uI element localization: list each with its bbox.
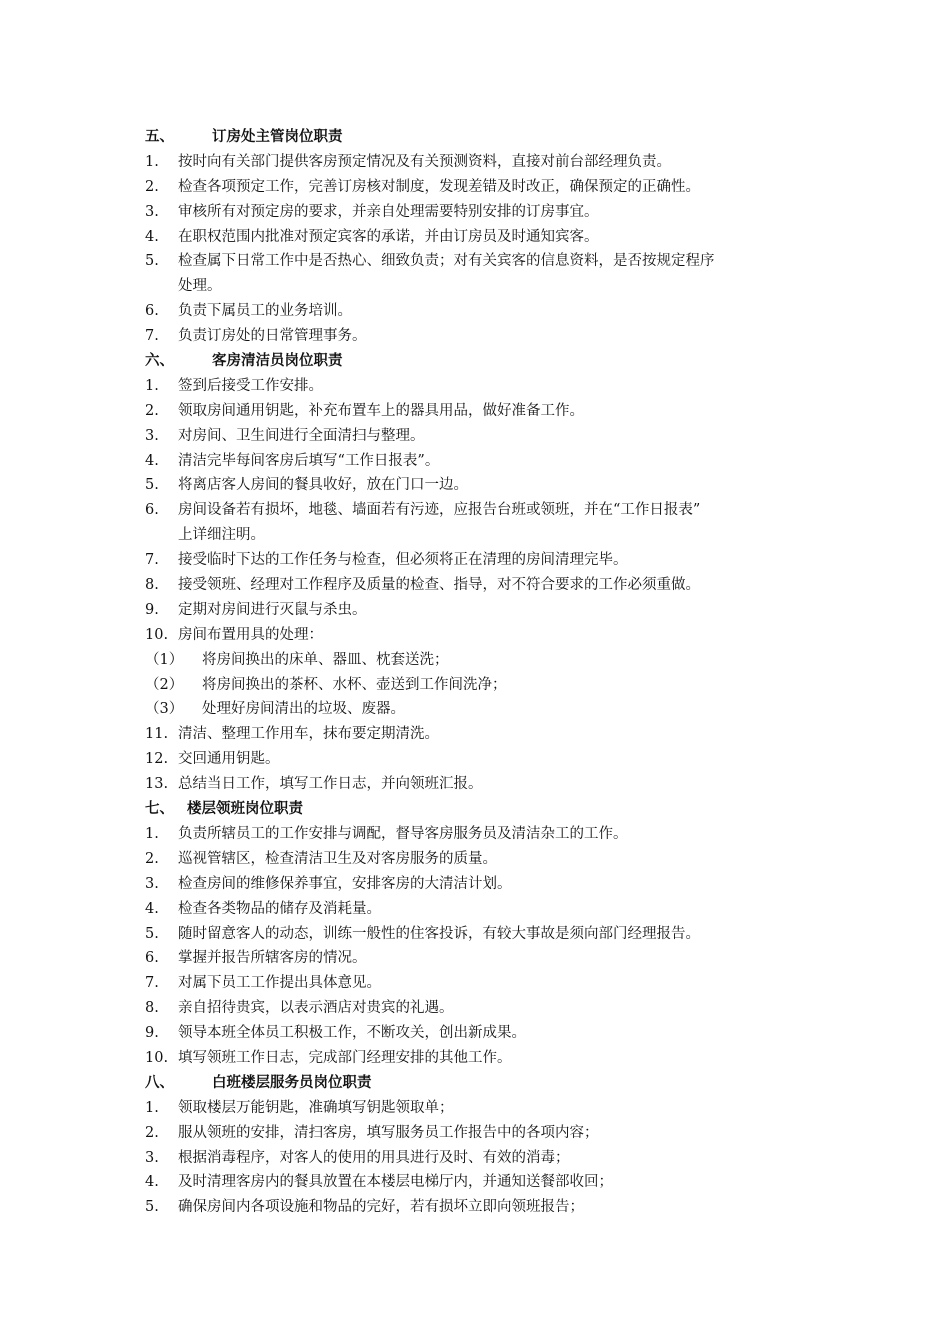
- item-number: 4.: [145, 900, 159, 917]
- item-number: 3.: [145, 203, 159, 220]
- item-continuation: 处理。: [178, 278, 222, 295]
- list-item: [145, 225, 825, 250]
- item-text: 接受临时下达的工作任务与检查，但必须将正在清理的房间清理完毕。: [178, 552, 628, 569]
- list-item: [145, 1146, 825, 1171]
- item-text: 签到后接受工作安排。: [178, 377, 323, 394]
- item-text: 领取房间通用钥匙，补充布置车上的器具用品，做好准备工作。: [178, 402, 584, 419]
- item-text: 房间布置用具的处理：: [178, 626, 323, 643]
- item-number: 5.: [145, 477, 159, 494]
- item-number: 3.: [145, 1149, 159, 1166]
- item-number: 2.: [145, 178, 159, 195]
- item-text: 领取楼层万能钥匙，准确填写钥匙领取单；: [178, 1099, 454, 1116]
- section-number: 五、: [145, 128, 174, 145]
- list-item: [145, 1121, 825, 1146]
- section-number: 七、: [145, 800, 174, 818]
- sub-list-item: [145, 673, 825, 698]
- item-text: 随时留意客人的动态，训练一般性的住客投诉，有较大事故是须向部门经理报告。: [178, 925, 700, 942]
- list-item: [145, 722, 825, 747]
- list-item: [145, 299, 825, 324]
- item-number: （1）: [145, 651, 184, 668]
- item-text: 清洁、整理工作用车，抹布要定期清洗。: [178, 726, 439, 743]
- item-number: 4.: [145, 452, 159, 469]
- list-item: [145, 424, 825, 449]
- sub-list-item: [145, 697, 825, 722]
- item-number: 9.: [145, 601, 159, 618]
- item-number: 6.: [145, 303, 159, 320]
- list-item: [145, 598, 825, 623]
- item-number: 10.: [145, 1049, 169, 1066]
- item-number: 10.: [145, 626, 169, 643]
- item-text: 根据消毒程序，对客人的使用的用具进行及时、有效的消毒；: [178, 1149, 570, 1166]
- list-item: [145, 175, 825, 200]
- sub-list-item: [145, 648, 825, 673]
- item-text: 负责订房处的日常管理事务。: [178, 328, 367, 345]
- list-item: [145, 473, 825, 498]
- list-item: [145, 946, 825, 971]
- item-text: 巡视管辖区，检查清洁卫生及对客房服务的质量。: [178, 850, 497, 867]
- list-item: [145, 449, 825, 474]
- item-text: 按时向有关部门提供客房预定情况及有关预测资料，直接对前台部经理负责。: [178, 153, 671, 170]
- item-text: 总结当日工作，填写工作日志，并向领班汇报。: [178, 776, 483, 793]
- item-text: 领导本班全体员工积极工作，不断攻关，创出新成果。: [178, 1025, 526, 1042]
- item-number: 1.: [145, 153, 159, 170]
- item-number: 13.: [145, 776, 169, 793]
- list-item: [145, 324, 825, 349]
- item-text: 交回通用钥匙。: [178, 751, 280, 768]
- list-item: [145, 150, 825, 175]
- list-item: [145, 1170, 825, 1195]
- item-number: 12.: [145, 751, 169, 768]
- list-item: [145, 1021, 825, 1046]
- list-item: [145, 996, 825, 1021]
- item-number: 2.: [145, 402, 159, 419]
- list-item: [145, 897, 825, 922]
- list-item: [145, 1096, 825, 1121]
- item-text: 掌握并报告所辖客房的情况。: [178, 950, 367, 967]
- item-number: 3.: [145, 875, 159, 892]
- item-number: 6.: [145, 950, 159, 967]
- list-item: [145, 573, 825, 598]
- item-text: 确保房间内各项设施和物品的完好，若有损坏立即向领班报告；: [178, 1199, 584, 1216]
- list-item: [145, 1195, 825, 1220]
- item-number: 6.: [145, 502, 159, 519]
- list-item: [145, 249, 825, 274]
- item-text: 负责下属员工的业务培训。: [178, 303, 352, 320]
- item-number: 3.: [145, 427, 159, 444]
- section-heading: [145, 349, 825, 374]
- section-title: 楼层领班岗位职责: [187, 800, 303, 818]
- item-number: 4.: [145, 228, 159, 245]
- item-text: 将房间换出的床单、器皿、枕套送洗；: [202, 651, 449, 668]
- section-title: 白班楼层服务员岗位职责: [212, 1073, 372, 1091]
- item-number: 1.: [145, 377, 159, 394]
- item-number: 1.: [145, 1099, 159, 1116]
- list-item: [145, 922, 825, 947]
- document-body: [145, 125, 825, 1220]
- item-number: 5.: [145, 253, 159, 270]
- item-text: 检查属下日常工作中是否热心、细致负责；对有关宾客的信息资料，是否按规定程序: [178, 253, 715, 270]
- item-text: 在职权范围内批准对预定宾客的承诺，并由订房员及时通知宾客。: [178, 228, 599, 245]
- item-number: （3）: [145, 701, 184, 718]
- section-title: 订房处主管岗位职责: [212, 128, 343, 145]
- item-text: 及时清理客房内的餐具放置在本楼层电梯厅内，并通知送餐部收回；: [178, 1174, 613, 1191]
- list-item: [145, 747, 825, 772]
- item-text: 亲自招待贵宾，以表示酒店对贵宾的礼遇。: [178, 1000, 454, 1017]
- item-text: 房间设备若有损坏，地毯、墙面若有污迹，应报告台班或领班，并在“工作日报表”: [178, 502, 701, 519]
- item-number: 2.: [145, 1124, 159, 1141]
- item-text: 负责所辖员工的工作安排与调配，督导客房服务员及清洁杂工的工作。: [178, 825, 628, 842]
- item-number: 7.: [145, 328, 159, 345]
- section-title: 客房清洁员岗位职责: [212, 352, 343, 370]
- item-number: 8.: [145, 577, 159, 594]
- list-item: [145, 623, 825, 648]
- list-item: [145, 772, 825, 797]
- list-item: [145, 498, 825, 523]
- item-number: 7.: [145, 975, 159, 992]
- item-number: 9.: [145, 1025, 159, 1042]
- item-text: 服从领班的安排，清扫客房，填写服务员工作报告中的各项内容；: [178, 1124, 599, 1141]
- list-item: [145, 200, 825, 225]
- item-text: 检查房间的维修保养事宜，安排客房的大清洁计划。: [178, 875, 512, 892]
- list-item: [145, 872, 825, 897]
- item-text: 定期对房间进行灭鼠与杀虫。: [178, 601, 367, 618]
- list-item: [145, 971, 825, 996]
- item-number: 1.: [145, 825, 159, 842]
- item-text: 检查各项预定工作，完善订房核对制度，发现差错及时改正，确保预定的正确性。: [178, 178, 700, 195]
- list-item: [145, 822, 825, 847]
- item-text: 将房间换出的茶杯、水杯、壶送到工作间洗净；: [202, 676, 507, 693]
- section-number: 六、: [145, 352, 174, 370]
- item-number: 4.: [145, 1174, 159, 1191]
- item-text: 填写领班工作日志，完成部门经理安排的其他工作。: [178, 1049, 512, 1066]
- item-number: 2.: [145, 850, 159, 867]
- item-text: 处理好房间清出的垃圾、废器。: [202, 701, 405, 718]
- item-text: 审核所有对预定房的要求，并亲自处理需要特别安排的订房事宜。: [178, 203, 599, 220]
- section-heading: [145, 1071, 825, 1096]
- item-number: 5.: [145, 925, 159, 942]
- item-number: （2）: [145, 676, 184, 693]
- item-number: 7.: [145, 552, 159, 569]
- item-text: 对房间、卫生间进行全面清扫与整理。: [178, 427, 425, 444]
- item-number: 8.: [145, 1000, 159, 1017]
- item-text: 对属下员工工作提出具体意见。: [178, 975, 381, 992]
- section-number: 八、: [145, 1073, 174, 1091]
- item-text: 清洁完毕每间客房后填写“工作日报表”。: [178, 452, 440, 469]
- item-text: 将离店客人房间的餐具收好，放在门口一边。: [178, 477, 468, 494]
- item-text: 接受领班、经理对工作程序及质量的检查、指导，对不符合要求的工作必须重做。: [178, 577, 700, 594]
- list-item: [145, 1046, 825, 1071]
- section-heading: [145, 125, 825, 150]
- section-heading: [145, 797, 825, 822]
- item-number: 11.: [145, 726, 169, 743]
- list-item: [145, 399, 825, 424]
- list-item: [145, 374, 825, 399]
- list-item: [145, 847, 825, 872]
- item-number: 5.: [145, 1199, 159, 1216]
- list-item: [145, 548, 825, 573]
- item-continuation: 上详细注明。: [178, 527, 265, 544]
- item-text: 检查各类物品的储存及消耗量。: [178, 900, 381, 917]
